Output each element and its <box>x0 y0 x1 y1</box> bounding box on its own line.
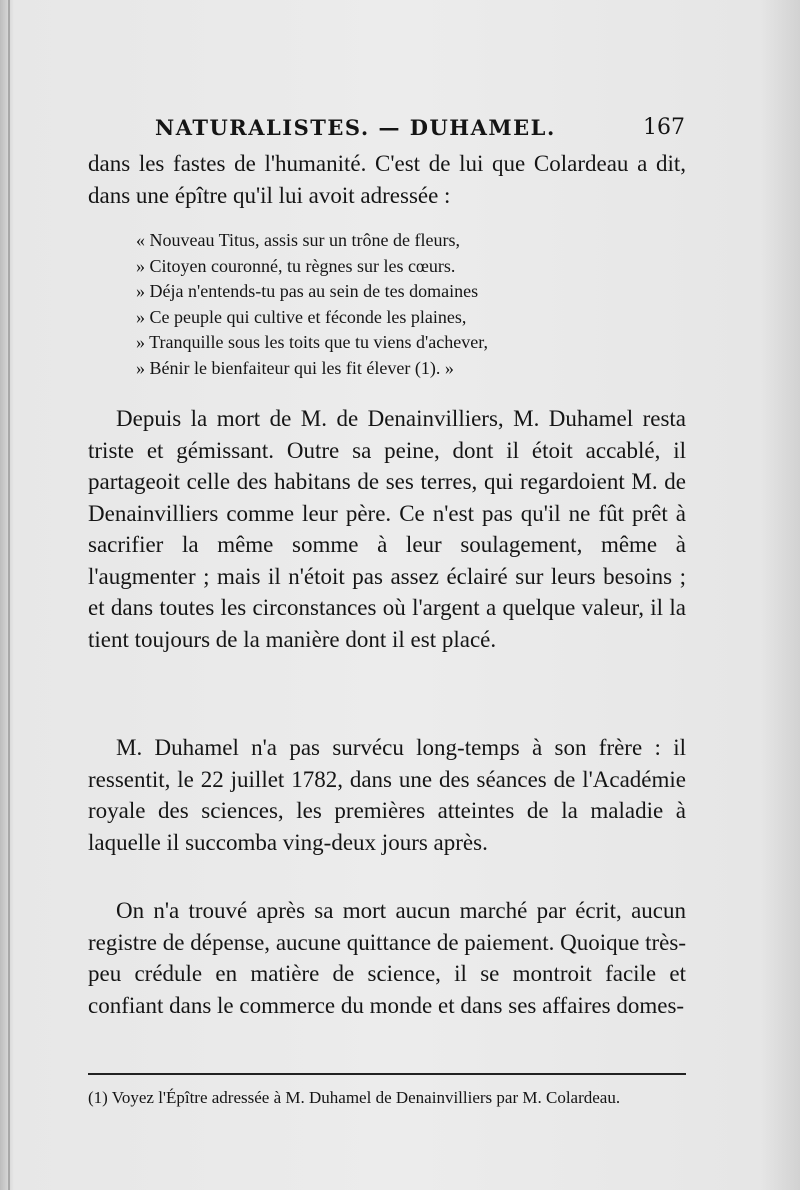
paragraph-1 <box>88 403 686 655</box>
paragraph-text: M. Duhamel n'a pas survécu long-temps à son frère : il ressentit, le 22 juillet 1782, dans une des séances de l'Académie royale des sciences, les premières atteintes de la maladie à laquelle il succomba ving-deux jours après. <box>88 735 686 855</box>
verse-line: » Déja n'entends-tu pas au sein de tes domaines <box>136 281 479 301</box>
verse-line: » Citoyen couronné, tu règnes sur les cœurs. <box>136 255 456 276</box>
intro-paragraph <box>88 148 686 211</box>
running-title: NATURALISTES. — DUHAMEL. <box>155 115 556 140</box>
verse-line: » Ce peuple qui cultive et féconde les plaines, <box>136 306 467 327</box>
page-gutter <box>8 0 10 1190</box>
paragraph-3 <box>88 895 686 1021</box>
verse-line: » Bénir le bienfaiteur qui les fit élever (1). » <box>136 357 454 378</box>
verse-line: « Nouveau Titus, assis sur un trône de fleurs, <box>136 230 460 250</box>
footnote-text: (1) Voyez l'Épître adressée à M. Duhamel de Denainvilliers par M. Colardeau. <box>88 1088 621 1107</box>
intro-text: dans les fastes de l'humanité. C'est de lui que Colardeau a dit, dans une épître qu'il lui avoit adressée : <box>88 151 686 208</box>
verse-line: » Tranquille sous les toits que tu viens d'achever, <box>136 332 488 352</box>
paragraph-2 <box>88 732 686 858</box>
footnote-divider <box>88 1073 686 1075</box>
footnote <box>88 1084 688 1111</box>
paragraph-text: Depuis la mort de M. de Denainvilliers, M. Duhamel resta triste et gémissant. Outre sa peine, dont il étoit accablé, il partageoit celle des habitans de ses terres, qui regardoient M. de Denainvilliers comme leur père. Ce n'est pas qu'il ne fût prêt à sacrifier la même somme à leur soulagement, même à l'augmenter ; mais il n'étoit pas assez éclairé sur leurs besoins ; et dans toutes les circonstances où l'argent a quelque valeur, il la tient toujours de la manière dont il est placé. <box>88 406 686 652</box>
paragraph-text: On n'a trouvé après sa mort aucun marché par écrit, aucun registre de dépense, aucune quittance de paiement. Quoique très-peu crédule en matière de science, il se montroit facile et confiant dans le commerce du monde et dans ses affaires domes- <box>88 898 686 1018</box>
page-header <box>155 115 685 147</box>
verse-quote <box>136 228 666 381</box>
page-number: 167 <box>643 115 685 140</box>
